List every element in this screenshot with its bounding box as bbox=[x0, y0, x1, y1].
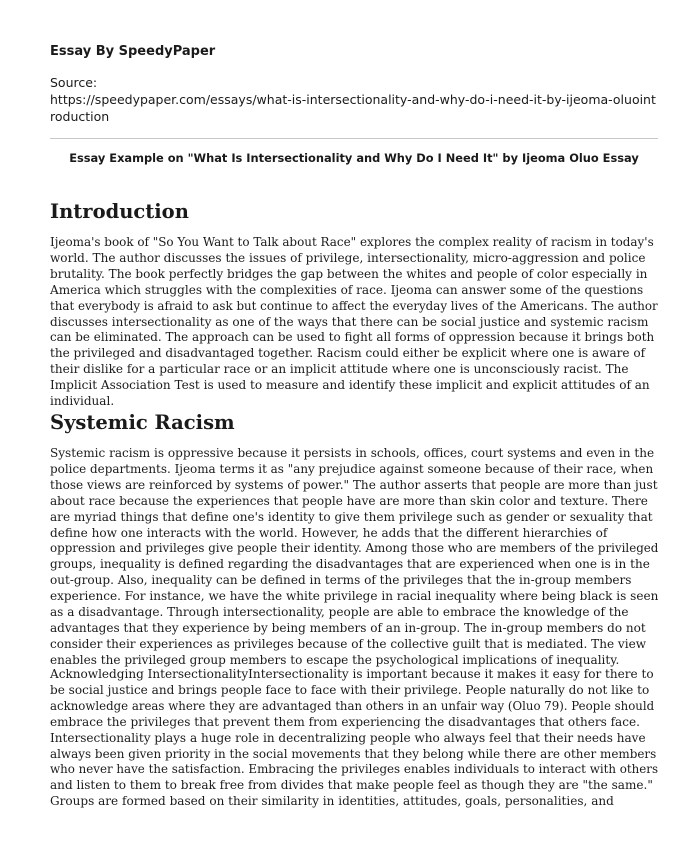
text-line: Intersectionality plays a huge role in decentralizing people who always feel that their needs have bbox=[50, 730, 646, 745]
text-line: consider their experiences as privileges because of the collective guilt that is mediated. The view bbox=[50, 636, 647, 651]
text-line: discusses intersectionality as one of the ways that there can be social justice and systemic racism bbox=[50, 314, 649, 329]
text-line: out-group. Also, inequality can be defined in terms of the privileges that the in-group members bbox=[50, 573, 632, 588]
text-line: Implicit Association Test is used to measure and identify these implicit and explicit attitudes of an bbox=[50, 378, 650, 393]
text-line: enables the privileged group members to escape the psychological implications of inequality. bbox=[50, 652, 620, 667]
text-line: oppression and privileges give people their identity. Among those who are members of the privileged bbox=[50, 541, 659, 556]
text-line: police departments. Ijeoma terms it as "any prejudice against someone because of their race, when bbox=[50, 461, 654, 476]
site-title: Essay By SpeedyPaper bbox=[50, 44, 216, 59]
text-line: those views are reinforced by systems of power." The author asserts that people are more than just bbox=[50, 477, 658, 492]
text-line: Systemic racism is oppressive because it persists in schools, offices, court systems and even in the bbox=[50, 446, 655, 460]
essay-title: Essay Example on "What Is Intersectionality and Why Do I Need It" by Ijeoma Oluo Essay bbox=[69, 151, 639, 165]
text-line: and listen to them to break free from divides that make people feel as though they are "the same." bbox=[50, 778, 653, 793]
header-divider bbox=[50, 138, 658, 139]
heading-introduction: Introduction bbox=[50, 200, 189, 223]
text-line: the privileged and disadvantaged together. Racism could either be explicit where one is aware of bbox=[50, 346, 646, 361]
text-line: as a disadvantage. Through intersectionality, people are able to embrace the knowledge of the bbox=[50, 605, 629, 620]
text-line: Ijeoma's book of "So You Want to Talk about Race" explores the complex reality of racism in today's bbox=[50, 235, 654, 249]
text-line: about race because the experiences that people have are more than skin color and texture. There bbox=[50, 493, 648, 508]
text-line: Acknowledging IntersectionalityIntersectionality is important because it makes it easy for there to bbox=[50, 667, 654, 681]
text-line: that everybody is afraid to ask but continue to affect the everyday lives of the Americans. The author bbox=[50, 298, 658, 313]
heading-systemic-racism: Systemic Racism bbox=[50, 411, 235, 434]
text-line: embrace the privileges that prevent them from experiencing the disadvantages that others face. bbox=[50, 714, 640, 729]
text-line: who never have the satisfaction. Embracing the privileges enables individuals to interact with others bbox=[50, 762, 659, 777]
text-line: define how one interacts with the world. However, he adds that the different hierarchies of bbox=[50, 525, 608, 540]
text-line: groups, inequality is defined regarding the disadvantages that are experienced when one is in the bbox=[50, 557, 650, 572]
text-line: individual. bbox=[50, 394, 115, 409]
source-url[interactable]: https://speedypaper.com/essays/what-is-intersectionality-and-why-do-i-need-it-by-ijeoma-oluointroduction bbox=[50, 92, 656, 124]
text-line: advantages that they experience by being members of an in-group. The in-group members do not bbox=[50, 620, 646, 635]
text-line: are myriad things that define one's identity to give them privilege such as gender or sexuality that bbox=[50, 509, 653, 524]
text-line: America which struggles with the complexities of race. Ijeoma can answer some of the questions bbox=[50, 282, 644, 297]
paragraph-acknowledging-intersectionality bbox=[50, 667, 658, 810]
text-line: can be eliminated. The approach can be used to fight all forms of oppression because it brings both bbox=[50, 330, 655, 345]
text-line: brutality. The book perfectly bridges the gap between the whites and people of color especially in bbox=[50, 266, 648, 281]
text-line: world. The author discusses the issues of privilege, intersectionality, micro-aggression and police bbox=[50, 250, 646, 265]
text-line: their dislike for a particular race or an implicit attitude where one is unconsciously racist. The bbox=[50, 362, 629, 377]
paragraph-systemic-racism bbox=[50, 446, 658, 669]
text-line: Groups are formed based on their similarity in identities, attitudes, goals, personalities, and bbox=[50, 794, 614, 809]
text-line: always been given priority in the social movements that they belong while there are other members bbox=[50, 746, 657, 761]
text-line: be social justice and brings people face to face with their privilege. People naturally do not like to bbox=[50, 682, 650, 697]
text-line: experience. For instance, we have the white privilege in racial inequality where being black is seen bbox=[50, 589, 659, 604]
paragraph-introduction bbox=[50, 235, 658, 410]
text-line: acknowledge areas where they are advantaged than others in an unfair way (Oluo 79). People should bbox=[50, 698, 655, 713]
source-label: Source: bbox=[50, 75, 98, 90]
